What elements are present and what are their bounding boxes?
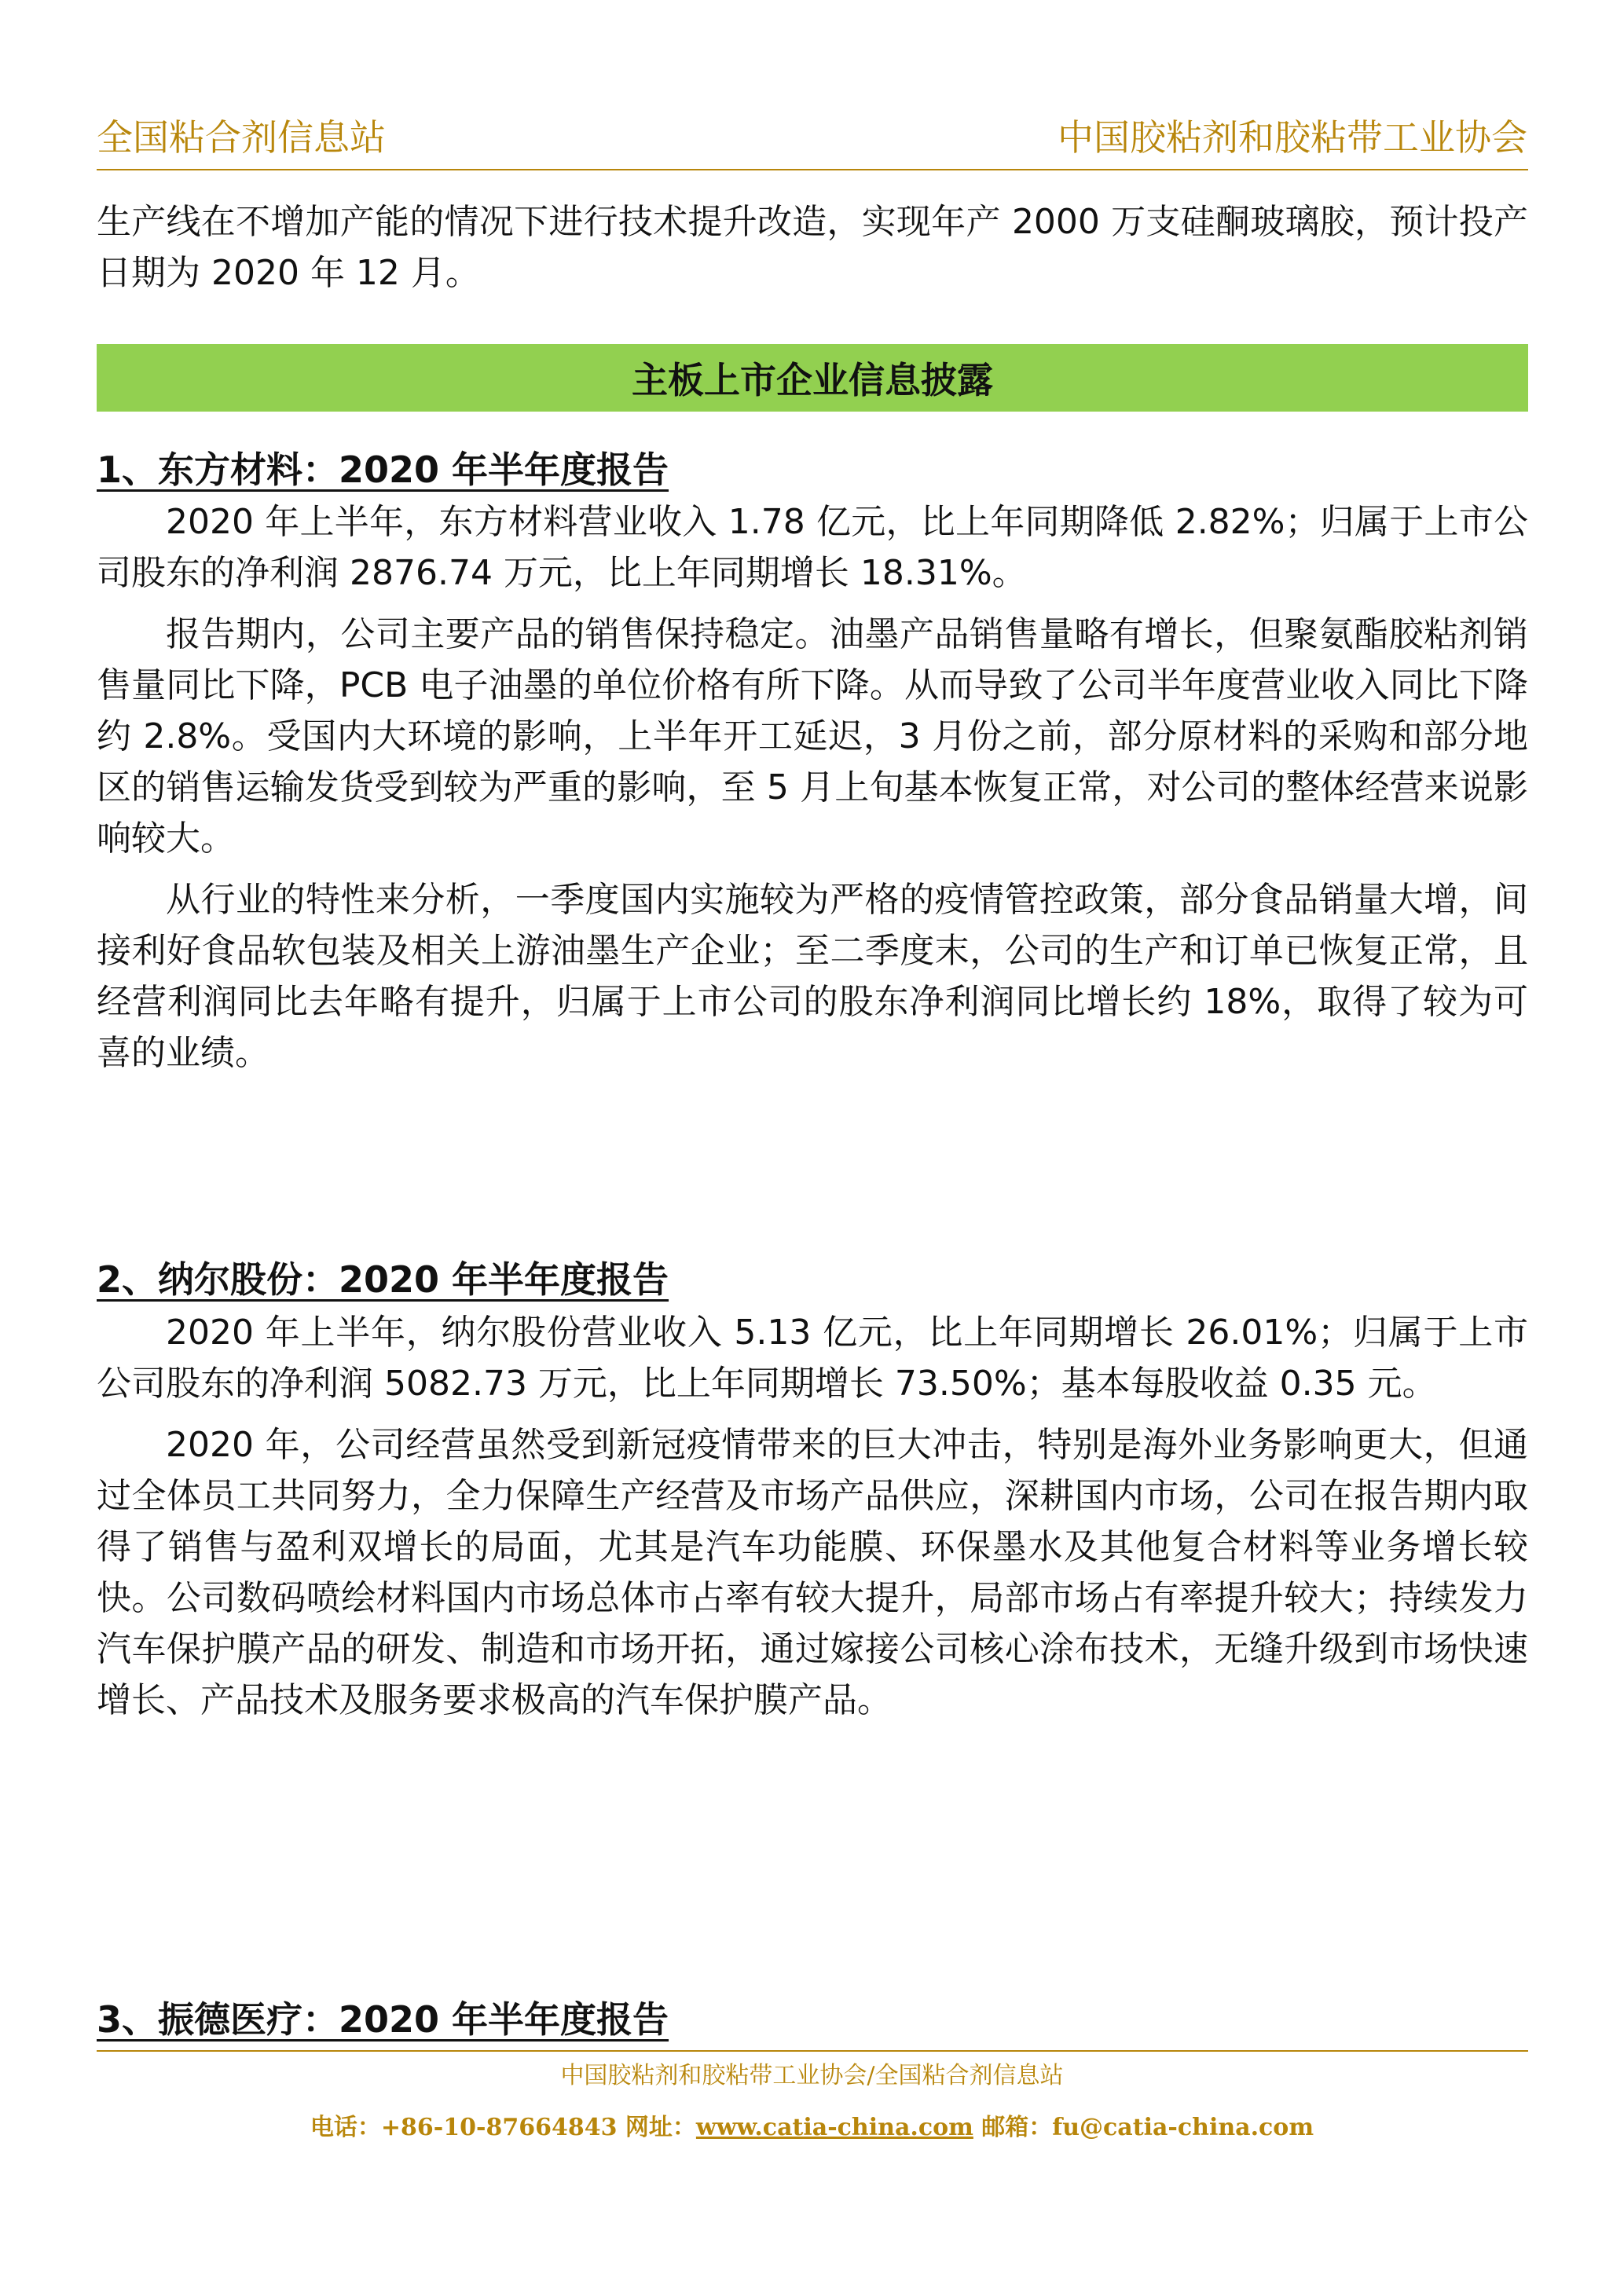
section-1-title: 1、东方材料：2020 年半年度报告 [97,449,669,491]
footer-association: 中国胶粘剂和胶粘带工业协会/全国粘合剂信息站 [560,2062,1064,2089]
section-1-body [97,496,1528,1089]
section-1-paragraph-3: 从行业的特性来分析，一季度国内实施较为严格的疫情管控政策，部分食品销量大增，间接利好食品软包装及相关上游油墨生产企业；至二季度末，公司的生产和订单已恢复正常，且经营利润同比去年略有提升，归属于上市公司的股东净利润同比增长约 18%，取得了较为可喜的业绩。 [97,880,1528,1073]
section-2-body [97,1307,1528,1736]
header-site-name: 全国粘合剂信息站 [97,116,386,159]
section-3-title: 3、振德医疗：2020 年半年度报告 [97,1998,669,2041]
footer-divider [97,2050,1528,2052]
section-2-title: 2、纳尔股份：2020 年半年度报告 [97,1258,669,1301]
banner-title: 主板上市企业信息披露 [632,359,993,401]
section-1-paragraph-2: 报告期内，公司主要产品的销售保持稳定。油墨产品销售量略有增长，但聚氨酯胶粘剂销售量同比下降，PCB 电子油墨的单位价格有所下降。从而导致了公司半年度营业收入同比下降约 2.8%。受国内大环境的影响，上半年开工延迟，3 月份之前，部分原材料的采购和部分地区的销售运输发货受到较为严重的影响，至 5 月上旬基本恢复正常，对公司的整体经营来说影响较大。 [97,614,1528,859]
footer-contact [0,2112,1624,2144]
section-2-paragraph-1: 2020 年上半年，纳尔股份营业收入 5.13 亿元，比上年同期增长 26.01%；归属于上市公司股东的净利润 5082.73 万元，比上年同期增长 73.50%；基本每股收益 0.35 元。 [97,1313,1528,1404]
footer-website-link[interactable]: www.catia-china.com [695,2114,973,2141]
footer-email: 邮箱：fu@catia-china.com [973,2114,1314,2141]
intro-paragraph: 生产线在不增加产能的情况下进行技术提升改造，实现年产 2000 万支硅酮玻璃胶，预计投产日期为 2020 年 12 月。 [97,202,1528,293]
section-1-paragraph-1: 2020 年上半年，东方材料营业收入 1.78 亿元，比上年同期降低 2.82%；归属于上市公司股东的净利润 2876.74 万元，比上年同期增长 18.31%。 [97,502,1528,593]
section-2-paragraph-2: 2020 年，公司经营虽然受到新冠疫情带来的巨大冲击，特别是海外业务影响更大，但通过全体员工共同努力，全力保障生产经营及市场产品供应，深耕国内市场，公司在报告期内取得了销售与盈利双增长的局面，尤其是汽车功能膜、环保墨水及其他复合材料等业务增长较快。公司数码喷绘材料国内市场总体市占率有较大提升，局部市场占有率提升较大；持续发力汽车保护膜产品的研发、制造和市场开拓，通过嫁接公司核心涂布技术，无缝升级到市场快速增长、产品技术及服务要求极高的汽车保护膜产品。 [97,1425,1528,1720]
header-divider [97,169,1528,170]
intro-block [97,196,1528,309]
section-banner [97,344,1528,412]
header-association-name: 中国胶粘剂和胶粘带工业协会 [1058,116,1527,159]
footer-phone: 电话：+86-10-87664843 网址： [310,2114,696,2141]
